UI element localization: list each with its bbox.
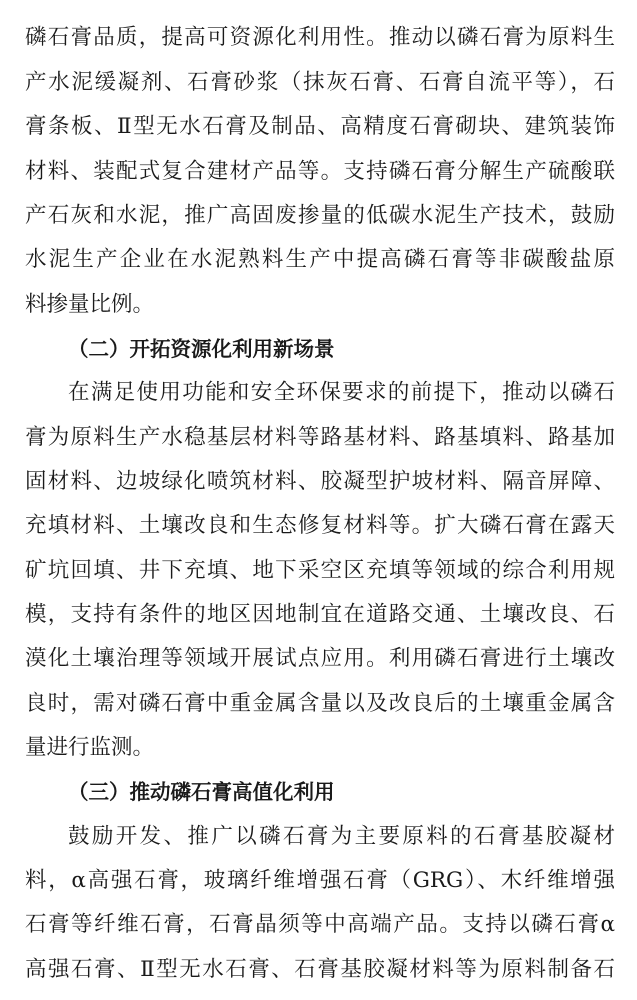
paragraph-line: 充填材料、土壤改良和生态修复材料等。扩大磷石膏在露天: [25, 513, 615, 538]
paragraph-line: 良时，需对磷石膏中重金属含量以及改良后的土壤重金属含: [25, 691, 615, 716]
paragraph-line: 料掺量比例。: [25, 292, 155, 317]
section-heading: （三）推动磷石膏高值化利用: [68, 780, 335, 804]
paragraph-line: 膏条板、Ⅱ型无水石膏及制品、高精度石膏砌块、建筑装饰: [25, 114, 615, 139]
section-heading: （二）开拓资源化利用新场景: [68, 337, 335, 361]
paragraph-line: 量进行监测。: [25, 735, 155, 760]
paragraph-line: 水泥生产企业在水泥熟料生产中提高磷石膏等非碳酸盐原: [25, 247, 615, 272]
paragraph-line: 模，支持有条件的地区因地制宜在道路交通、土壤改良、石: [25, 602, 615, 627]
paragraph-line: 石膏等纤维石膏，石膏晶须等中高端产品。支持以磷石膏α: [25, 912, 615, 937]
paragraph-line: 料，α高强石膏，玻璃纤维增强石膏（GRG）、木纤维增强: [25, 868, 615, 893]
paragraph-line: 高强石膏、Ⅱ型无水石膏、石膏基胶凝材料等为原料制备石: [25, 957, 615, 982]
paragraph-line: 漠化土壤治理等领域开展试点应用。利用磷石膏进行土壤改: [25, 646, 615, 671]
paragraph-line: 在满足使用功能和安全环保要求的前提下，推动以磷石: [68, 380, 615, 405]
paragraph-line: 产石灰和水泥，推广高固废掺量的低碳水泥生产技术，鼓励: [25, 203, 615, 228]
paragraph-line: 固材料、边坡绿化喷筑材料、胶凝型护坡材料、隔音屏障、: [25, 469, 615, 494]
paragraph-line: 鼓励开发、推广以磷石膏为主要原料的石膏基胶凝材: [68, 824, 615, 849]
paragraph-line: 磷石膏品质，提高可资源化利用性。推动以磷石膏为原料生: [25, 25, 615, 50]
paragraph-line: 膏为原料生产水稳基层材料等路基材料、路基填料、路基加: [25, 425, 615, 450]
paragraph-line: 材料、装配式复合建材产品等。支持磷石膏分解生产硫酸联: [25, 159, 615, 184]
paragraph-line: 产水泥缓凝剂、石膏砂浆（抹灰石膏、石膏自流平等），石: [25, 70, 615, 95]
paragraph-line: 矿坑回填、井下充填、地下采空区充填等领域的综合利用规: [25, 558, 615, 583]
